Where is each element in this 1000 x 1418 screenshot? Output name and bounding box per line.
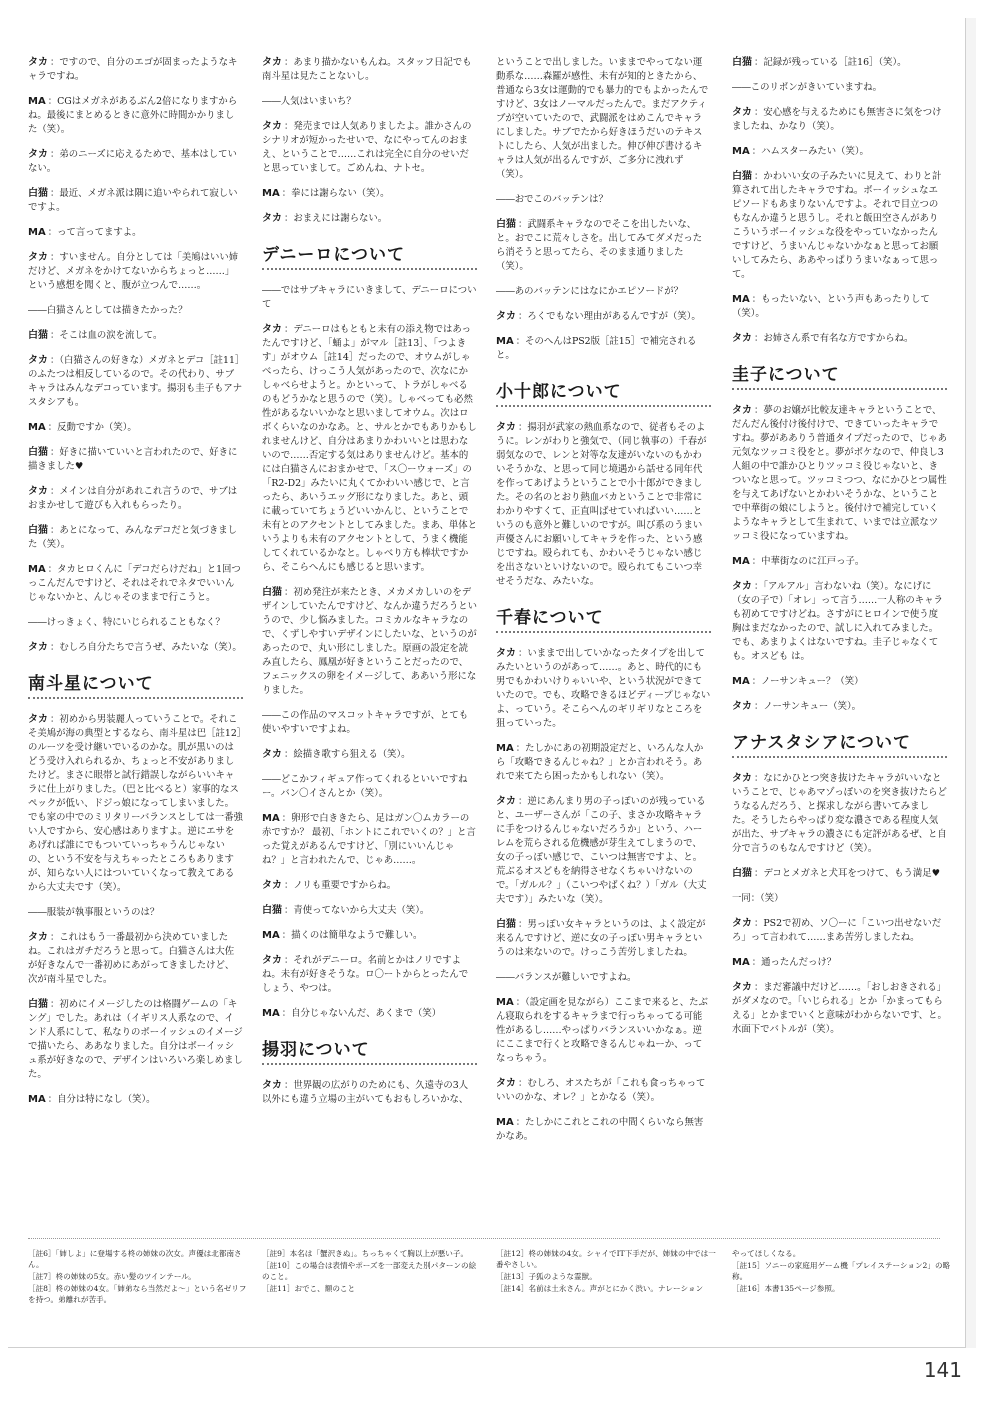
speaker-label: タカ: [28, 355, 48, 366]
dialogue-line: [732, 700, 947, 714]
dialogue-text: ：CGはメガネがあるぶん2倍になりますからね。最後にまとめるときに意外に時間かかりました（笑）。: [28, 96, 238, 135]
dialogue-line: [28, 563, 243, 605]
column-4: [732, 56, 947, 1048]
dialogue-line: [262, 1079, 477, 1107]
dialogue-line: [732, 981, 947, 1037]
dialogue-line: [496, 218, 711, 274]
footnote: ［註16］本書135ページ参照。: [732, 1284, 840, 1293]
dialogue-text: ――あのバッテンにはなにかエピソードが？: [496, 286, 684, 297]
footnotes-2: [262, 1248, 482, 1295]
dialogue-text: ：すいません。自分としては「美鳩はいい姉だけど、メガネをかけてないからちょっと……」という感想を聞くと、腹が立つんで……。: [28, 252, 239, 291]
dialogue-line: [496, 310, 711, 324]
dialogue-line: [496, 996, 711, 1066]
footnotes-1: [28, 1248, 248, 1306]
dialogue-line: [496, 795, 711, 907]
page-edge-bottom: [8, 1347, 966, 1348]
dialogue-line: [732, 555, 947, 569]
speaker-label: 白猫: [496, 219, 516, 230]
dialogue-text: ――人気はいまいち？: [262, 96, 356, 107]
speaker-label: MA: [732, 957, 750, 968]
dialogue-text: ：拳には謝らない（笑）。: [281, 188, 390, 199]
dialogue-line: [732, 404, 947, 544]
speaker-label: 白猫: [262, 587, 282, 598]
dialogue-text: ：男っぽい女キャラというのは、よく設定が来るんですけど、逆に女の子っぽい男キャラというのは来ないので。けっこう苦労しましたね。: [496, 919, 706, 958]
dialogue-line: [262, 773, 477, 801]
dialogue-text: ：メインは自分があれこれ言うので、サブはおまかせして遊びも入れもらったり。: [28, 486, 238, 511]
speaker-label: タカ: [28, 714, 48, 725]
speaker-label: MA: [28, 96, 46, 107]
dialogue-line: [28, 148, 243, 176]
dialogue-text: ――バランスが難しいですよね。: [496, 972, 637, 983]
speaker-label: MA: [262, 1008, 280, 1019]
dialogue-text: ――ではサブキャラにいきまして、デニーロについて: [262, 285, 477, 310]
dialogue-line: [496, 193, 711, 207]
speaker-label: タカ: [732, 918, 752, 929]
speaker-label: タカ: [496, 796, 516, 807]
dialogue-text: ：揚羽が武家の熱血系なので、従者もそのように。レンがわりと強気で、（同じ執事の）千春が弱気なので、レンと対等な友達がいないのもかわいそうかな、と思って同じ境遇から話せる同年代を作ってあげようということで小十郎ができました。その名のとおり熱血バカということで非常にわかりやすくて、正直叫ばせていればいい……というのも意外と難しいのですが。叫び系のうまい声優さんにお願いしてキャラを作った、という感じですね。殴られても、かわいそうじゃない感じを出さないといけないので。殴られてもこいつ幸せそうだな、みたいな。: [496, 422, 707, 587]
dialogue-text: ：ノーサンキュー（笑）。: [754, 701, 862, 712]
speaker-label: タカ: [496, 648, 516, 659]
dialogue-text: ：夢のお嬢が比較友達キャラということで、だんだん後付け後付けで、できていったキャラですね。夢があありう普通タイプだったので、じゃあ元気なツッコミ役をと。夢がボケなので、仲良し3人組の中で誰かひとりツッコミ役じゃないと、きついなと思って。ツッコミつつ、なにかひとつ属性を与えてあげないとかわいそうかな、ということで中華街の娘にしようと。後付けで補完していくようなキャラとして生まれて、いまでは立派なツッコミ役になっていますね。: [732, 405, 947, 542]
dialogue-text: ：発売までは人気ありましたよ。誰かさんのシナリオが短かったせいで、なにやってんのおまえ、ということで……これは完全に自分のせいだと思っていまして。ごめんね、ナトセ。: [262, 121, 472, 174]
dialogue-text: ：初め発注が来たとき、メカメカしいのをデザインしていたんですけど、なんか違うだろうというので、少し悩みました。コミカルなキャラなので、くずしやすいデザインにしたいな、というのがあったので、丸い形にしました。原画の設定を読み直したら、鳳凰が好きということだったので、フェニックスの卵をイメージして、ああいう形になりました。: [262, 587, 477, 696]
dialogue-line: [496, 335, 711, 363]
dialogue-text: ：タカヒロくんに「デコだらけだね」と1回つっこんだんですけど、それはそれでネタでいいんじゃないかと、んじゃそのままで行こうと。: [28, 564, 241, 603]
dialogue-line: [262, 748, 477, 762]
dialogue-text: ということで出しました。いままでやってない運動系な……森羅が感性、未有が知的ときたから、普通なら3女は運動的でも暴力的でもよかったんですけど、3女はノーマルだったんで。まだアクティブが空いていたので、武闘派をはめこんでキャラにしました。サブでたから好きほうだいのテキストにしたら、人気が出ました。伸び伸び書けるキャラは人気が出るんですが、ご多分に洩れず（笑）。: [496, 57, 709, 180]
dialogue-text: ：それがデニーロ。名前とかはノリですよね。未有が好きそうな。ロ〇ートからとったんでしょう、やつは。: [262, 955, 469, 994]
dialogue-line: [28, 187, 243, 215]
column-1: [28, 56, 243, 1118]
dialogue-line: [262, 929, 477, 943]
dialogue-line: [732, 772, 947, 856]
dialogue-text: ：好きに描いていいと言われたので、好きに描きました♥: [28, 447, 238, 472]
dialogue-line: [262, 284, 477, 312]
dialogue-text: ：たしかにあの初期設定だと、いろんな人から「攻略できるんじゃね？」とか言われそう。あれで来てたら困ったかもしれない（笑）。: [496, 743, 704, 782]
dialogue-text: ：まだ審議中だけど……。「おしおきされる」がダメなので。「いじられる」とか「かまってもらえる」とかまでいくと意味がわからないです、と。水面下でバトルが（笑）。: [732, 982, 947, 1035]
dialogue-text: ：青使ってないから大丈夫（笑）。: [284, 905, 430, 916]
dialogue-line: [28, 485, 243, 513]
speaker-label: タカ: [732, 982, 752, 993]
footnote-divider: [28, 1238, 940, 1239]
dialogue-text: ：なにかひとつ突き抜けたキャラがいいなということで、じゃあマゾっぽいのを突き抜けたらどうなるんだろう、と探求しながら書いてみました。そうしたらやっぱり変な濃さである程度人気が出た、サブキャラの濃さにも定評があるぜ、と自分で言うのもなんですけど（笑）。: [732, 773, 947, 854]
dialogue-line: [732, 892, 947, 906]
dialogue-text: ：ノーサンキュー？（笑）: [751, 676, 864, 687]
speaker-label: タカ: [28, 149, 48, 160]
dialogue-line: [262, 586, 477, 698]
dialogue-text: ：自分は特になし（笑）。: [47, 1094, 156, 1105]
speaker-label: 白猫: [496, 919, 516, 930]
dialogue-line: [28, 226, 243, 240]
dialogue-line: [496, 1077, 711, 1105]
footnote: ［註15］ソニーの家庭用ゲーム機「プレイステーション2」の略称。: [732, 1261, 951, 1281]
speaker-label: タカ: [28, 642, 48, 653]
dialogue-line: [28, 329, 243, 343]
dialogue-text: ：「アルアル」言わないね（笑）。なにげに（女の子で）「オレ」って言う……一人称のキャラも初めてですけどね。さすがにヒロインで使う度胸はまだなかったので、試しに入れてみました。でも、あまりよくはないですね。圭子じゃなくても。オスども は。: [732, 581, 943, 662]
dialogue-text: ：PS2で初め、ソ〇ーに「こいつ出せないだろ」って言われて……まあ苦労しましたね。: [732, 918, 942, 943]
dialogue-line: [732, 956, 947, 970]
dialogue-text: ――おでこのバッテンは？: [496, 194, 608, 205]
footnote: ［註7］柊の姉妹の5女。赤い髪のツインテール。: [28, 1272, 196, 1281]
speaker-label: タカ: [732, 405, 752, 416]
speaker-label: タカ: [28, 57, 48, 68]
speaker-label: 白猫: [28, 330, 48, 341]
dialogue-text: ：そのへんはPS2版［註15］で補完されると。: [496, 336, 697, 361]
section-heading: 小十郎について: [496, 385, 711, 407]
footnote: ［註6］「姉しよ」に登場する柊の姉妹の次女。声優は北都南さん。: [28, 1249, 242, 1269]
dialogue-text: ：ノリも重要ですからね。: [284, 880, 397, 891]
dialogue-text: 一同：（笑）: [732, 893, 784, 904]
speaker-label: タカ: [262, 955, 282, 966]
dialogue-line: [496, 1116, 711, 1144]
dialogue-line: [496, 918, 711, 960]
dialogue-line: [262, 120, 477, 176]
speaker-label: 白猫: [28, 525, 48, 536]
dialogue-line: [28, 713, 243, 895]
dialogue-text: ：中華街なのに江戸っ子。: [751, 556, 865, 567]
dialogue-line: [28, 524, 243, 552]
dialogue-line: [732, 170, 947, 282]
speaker-label: MA: [496, 997, 514, 1008]
dialogue-line: [262, 709, 477, 737]
dialogue-line: [28, 616, 243, 630]
dialogue-line: [262, 954, 477, 996]
dialogue-line: [262, 879, 477, 893]
dialogue-text: ：初めから男装麗人っていうことで。それこそ美鳩が海の典型とするなら、南斗星は巴［註12］のルーツを受け継いでいるのかな。肌が黒いのはどう受け入れられるか、ちょっと不安がありましたけど。まさに眼帯と試行錯誤しながらいいキャラに仕上がりました。（巴と比べると）家事的なスペックが低い、ドジっ娘になってしまいました。でも家の中でのミリタリーバランスとしては一番強い人ですから、安心感はありますよ。逆にエサをあげれば誰にでもついていっちゃうんじゃないの、という不安を与えちゃったところもありますが、知らない人にはついていくなって教えてあるから大丈夫です（笑）。: [28, 714, 243, 893]
dialogue-text: ：いままで出していかなったタイプを出してみたいというのがあって……。あと、時代的にも男でもかわいけりゃいいや、という状況ができていたので。でも、攻略できるほどディープじゃないよ、っていう。そこらへんのギリギリなところを狙っていった。: [496, 648, 711, 729]
speaker-label: MA: [732, 676, 750, 687]
dialogue-text: ――この作品のマスコットキャラですが、とても使いやすいですよね。: [262, 710, 469, 735]
speaker-label: タカ: [732, 581, 752, 592]
speaker-label: タカ: [496, 422, 516, 433]
speaker-label: MA: [262, 930, 280, 941]
dialogue-text: ：（設定画を見ながら）ここまで来ると、たぶん寝取られをするキャラまで行っちゃってる可能性があるし……やっぱりバランスいいかなぁ。逆にここまで行くと攻略できるんじゃねーか、ってなっちゃう。: [496, 997, 708, 1064]
dialogue-line: [732, 675, 947, 689]
speaker-label: タカ: [262, 1080, 282, 1091]
footnote: ［註8］柊の姉妹の4女。「姉弟なら当然だよ〜」という名ゼリフを持つ。弟離れが苦手。: [28, 1284, 247, 1304]
speaker-label: MA: [28, 564, 46, 575]
dialogue-line: [28, 304, 243, 318]
section-heading: 千春について: [496, 611, 711, 633]
speaker-label: タカ: [496, 1078, 516, 1089]
speaker-label: 白猫: [732, 171, 752, 182]
speaker-label: 白猫: [28, 447, 48, 458]
dialogue-text: ：デニーロはもともと未有の添え物ではあったんですけど、「蛹よ」がマル［註13］、「つよきす」がオウム［註14］だったので、オウムがしゃべったら、けっこう人気があったので、次なにかしゃべらせようと。かといって、トラがしゃべるのもどうかなと思うので（笑）。しゃべっても必然性があるないいかなと思いましてオウム。次はロボくらいなのかなあ。と、サルとかでもありかもしれませんけど、自分はあまりかわいいとは思わないので……否定する気はありませんけど。基本的には白猫さんにおまかせで、「ス〇ーウォーズ」の「R2-D2」みたいに丸くてかわいい感じで、と言ったら、あいうエッグ形になりました。あと、頭に載っていてちょうどいいかんじ、ということで未有とのアクセントとしてみました。まあ、単体というよりも未有のアクセントとして、うまく機能してくれているかなと。しゃべり方も棒状ですから、そこらへんにも感じると思います。: [262, 324, 477, 573]
dialogue-text: ：ですので、自分のエゴが固まったようなキャラですね。: [28, 57, 238, 82]
dialogue-line: [732, 106, 947, 134]
speaker-label: MA: [732, 146, 750, 157]
dialogue-text: ：あとになって、みんなデコだと気づきました（笑）。: [28, 525, 237, 550]
dialogue-line: [28, 906, 243, 920]
column-2: [262, 56, 477, 1118]
dialogue-line: [262, 812, 477, 868]
section-heading: 圭子について: [732, 368, 947, 390]
dialogue-text: ――どこかフィギュア作ってくれるといいですねー。バン〇イさんとか（笑）。: [262, 774, 468, 799]
section-heading: デニーロについて: [262, 248, 477, 270]
dialogue-text: ：描くのは簡単なようで難しい。: [281, 930, 423, 941]
page-edge-right: [965, 18, 976, 1348]
speaker-label: MA: [496, 336, 514, 347]
column-3: [496, 56, 711, 1155]
dialogue-line: [732, 332, 947, 346]
dialogue-line: [732, 81, 947, 95]
dialogue-text: ：（白猫さんの好きな）メガネとデコ［註11］のふたつは相反しているので。その代わり、サブキャラはみんなデコっています。揚羽も圭子もアナスタシアも。: [28, 355, 243, 408]
dialogue-line: [496, 971, 711, 985]
footnote: ［註12］柊の姉妹の4女。シャイでIT下手だが、姉妹の中では一番やさしい。: [496, 1249, 716, 1269]
dialogue-text: ：むしろ、オスたちが「これも食っちゃっていいのかな、オレ？」とかなる（笑）。: [496, 1078, 706, 1103]
dialogue-line: [262, 95, 477, 109]
dialogue-text: ：卵形で白ききたら、足はガン〇ムカラーの赤ですか？ 最初、「ホントにこれでいくの？」と言った覚えがあるんですけど、「別にいいんじゃね？」と言われたんで、じゃあ……。: [262, 813, 476, 866]
speaker-label: タカ: [732, 107, 752, 118]
page-number: 141: [923, 1358, 962, 1382]
dialogue-text: ：かわいい女の子みたいに見えて、わりと計算されて出したキャラですね。ボーイッシュなエピソードもあまりないんですよ。それで目立つのもなんか違うと思うし。それと飯田空さんがありこういうボーイッシュな役をやっていなかったんですけど、うまいんじゃないかなぁと思ってお願いしてみたら、ああやっぱりうまいなぁって思って。: [732, 171, 942, 280]
dialogue-line: [262, 323, 477, 575]
dialogue-line: [262, 187, 477, 201]
dialogue-text: ：自分じゃないんだ、あくまで（笑）: [281, 1008, 442, 1019]
dialogue-line: [496, 421, 711, 589]
speaker-label: タカ: [262, 324, 282, 335]
dialogue-text: ――服装が執事服というのは？: [28, 907, 160, 918]
footnote: ［註13］子狐のような霊獣。: [496, 1272, 597, 1281]
dialogue-text: ：安心感を与えるためにも無害さに気をつけましたね、かなり（笑）。: [732, 107, 942, 132]
dialogue-text: ：おまえには謝らない。: [284, 213, 388, 224]
dialogue-text: ：反動ですか（笑）。: [47, 422, 137, 433]
dialogue-line: [28, 251, 243, 293]
speaker-label: 白猫: [28, 999, 48, 1010]
dialogue-text: ：ハムスターみたい（笑）。: [751, 146, 869, 157]
dialogue-line: [732, 917, 947, 945]
dialogue-text: ――このリボンがきいていますね。: [732, 82, 883, 93]
dialogue-text: ：たしかにこれとこれの中間くらいなら無害かなあ。: [496, 1117, 704, 1142]
dialogue-line: [28, 1093, 243, 1107]
footnote: やってほしくなる。: [732, 1249, 801, 1258]
footnote: ［註14］名前は土永さん。声がとにかく渋い。ナレーション: [496, 1284, 704, 1293]
dialogue-line: [262, 56, 477, 84]
footnote: ［註9］本名は「蟹沢きぬ」。ちっちゃくて胸以上が悪い子。: [262, 1249, 469, 1258]
dialogue-line: [496, 285, 711, 299]
dialogue-line: [262, 212, 477, 226]
dialogue-text: ：むしろ自分たちで言うぜ、みたいな（笑）。: [50, 642, 242, 653]
footnote: ［註11］おでこ、額のこと: [262, 1284, 356, 1293]
dialogue-line: [732, 580, 947, 664]
speaker-label: タカ: [262, 213, 282, 224]
speaker-label: 白猫: [262, 905, 282, 916]
speaker-label: タカ: [28, 932, 48, 943]
dialogue-line: [732, 867, 947, 881]
speaker-label: 白猫: [28, 188, 48, 199]
dialogue-text: ：逆にあんまり男の子っぽいのが残っていると、ユーザーさんが「この子、まさか攻略キャラに手をつけるんじゃないだろうか」という、ハーレムを荒らされる危機感が芽生えてしまうので、女の子っぽい感じで、こいつは無害ですよ、と。荒ぶるオスどもを納得させなくちゃいけないので。「ガルル？」（こいつやばくね？）「ガル（大丈夫です）」みたいな（笑）。: [496, 796, 707, 905]
dialogue-line: [28, 641, 243, 655]
dialogue-text: ：デコとメガネと犬耳をつけて、もう満足♥: [754, 868, 940, 879]
speaker-label: タカ: [262, 121, 282, 132]
speaker-label: MA: [496, 743, 514, 754]
dialogue-text: ：って言ってますよ。: [47, 227, 142, 238]
speaker-label: MA: [732, 556, 750, 567]
speaker-label: タカ: [732, 333, 752, 344]
speaker-label: MA: [262, 813, 280, 824]
dialogue-line: [28, 931, 243, 987]
speaker-label: MA: [496, 1117, 514, 1128]
dialogue-text: ：武闘系キャラなのでそこを出したいな、と。おでこに荒々しさを。出してみてダメだったら消そうと思ってたら、そのまま通りました（笑）。: [496, 219, 703, 272]
speaker-label: タカ: [28, 486, 48, 497]
footnote: ［註10］この場合は表情やポーズを一部変えた別パターンの絵のこと。: [262, 1261, 477, 1281]
dialogue-text: ――けっきょく、特にいじられることもなく？: [28, 617, 225, 628]
dialogue-line: [732, 56, 947, 70]
dialogue-line: [262, 1007, 477, 1021]
dialogue-line: [28, 446, 243, 474]
dialogue-text: ：最近、メガネ派は隅に追いやられて寂しいですよ。: [28, 188, 238, 213]
dialogue-text: ：初めにイメージしたのは格闘ゲームの「キング」でした。あれは（イギリス人系なので、インド人系にして、私なりのボーイッシュのイメージで描いたら、ああなりました。自分はボーイッシュ系が好きなので、デザインはいろいろ楽しめました。: [28, 999, 243, 1080]
dialogue-line: [496, 742, 711, 784]
dialogue-line: [28, 354, 243, 410]
dialogue-text: ：そこは血の涙を流して。: [50, 330, 163, 341]
dialogue-text: ：もったいない、という声もあったりして（笑）。: [732, 294, 930, 319]
speaker-label: タカ: [262, 880, 282, 891]
speaker-label: 白猫: [732, 57, 752, 68]
speaker-label: タカ: [28, 252, 48, 263]
speaker-label: MA: [28, 422, 46, 433]
section-heading: 揚羽について: [262, 1043, 477, 1065]
dialogue-line: [28, 95, 243, 137]
dialogue-text: ：お姉さん系で有名な方ですからね。: [754, 333, 914, 344]
speaker-label: タカ: [262, 57, 282, 68]
footnotes-4: [732, 1248, 952, 1295]
speaker-label: タカ: [732, 701, 752, 712]
dialogue-text: ：これはもう一番最初から決めていましたね。これはガチだろうと思って。白猫さんは大佐が好きなんで一番初めにあがってきましたけど、次が南斗星でした。: [28, 932, 235, 985]
speaker-label: MA: [732, 294, 750, 305]
dialogue-text: ――白猫さんとしては描きたかった？: [28, 305, 188, 316]
speaker-label: MA: [28, 1094, 46, 1105]
dialogue-text: ：ろくでもない理由があるんですが（笑）。: [518, 311, 701, 322]
footnotes-3: [496, 1248, 716, 1295]
dialogue-text: ：世界観の広がりのためにも、久遠寺の3人以外にも違う立場の主がいてもおもしろいかな、: [262, 1080, 469, 1105]
speaker-label: タカ: [496, 311, 516, 322]
dialogue-line: [732, 145, 947, 159]
speaker-label: タカ: [262, 749, 282, 760]
dialogue-line: [28, 421, 243, 435]
section-heading: 南斗星について: [28, 677, 243, 699]
dialogue-line: [732, 293, 947, 321]
speaker-label: タカ: [732, 773, 752, 784]
dialogue-line: [496, 56, 711, 182]
dialogue-text: ：あまり描かないもんね。スタッフ日記でも南斗星は見たことないし。: [262, 57, 472, 82]
dialogue-line: [28, 56, 243, 84]
dialogue-text: ：通ったんだっけ？: [751, 957, 837, 968]
section-heading: アナスタシアについて: [732, 736, 947, 758]
speaker-label: 白猫: [732, 868, 752, 879]
dialogue-text: ：絵描き歌すら狙える（笑）。: [284, 749, 411, 760]
dialogue-text: ：弟のニーズに応えるためで、基本はしていない。: [28, 149, 237, 174]
speaker-label: MA: [28, 227, 46, 238]
dialogue-line: [28, 998, 243, 1082]
dialogue-line: [262, 904, 477, 918]
dialogue-line: [496, 647, 711, 731]
speaker-label: MA: [262, 188, 280, 199]
dialogue-text: ：記録が残っている［註16］（笑）。: [754, 57, 907, 68]
